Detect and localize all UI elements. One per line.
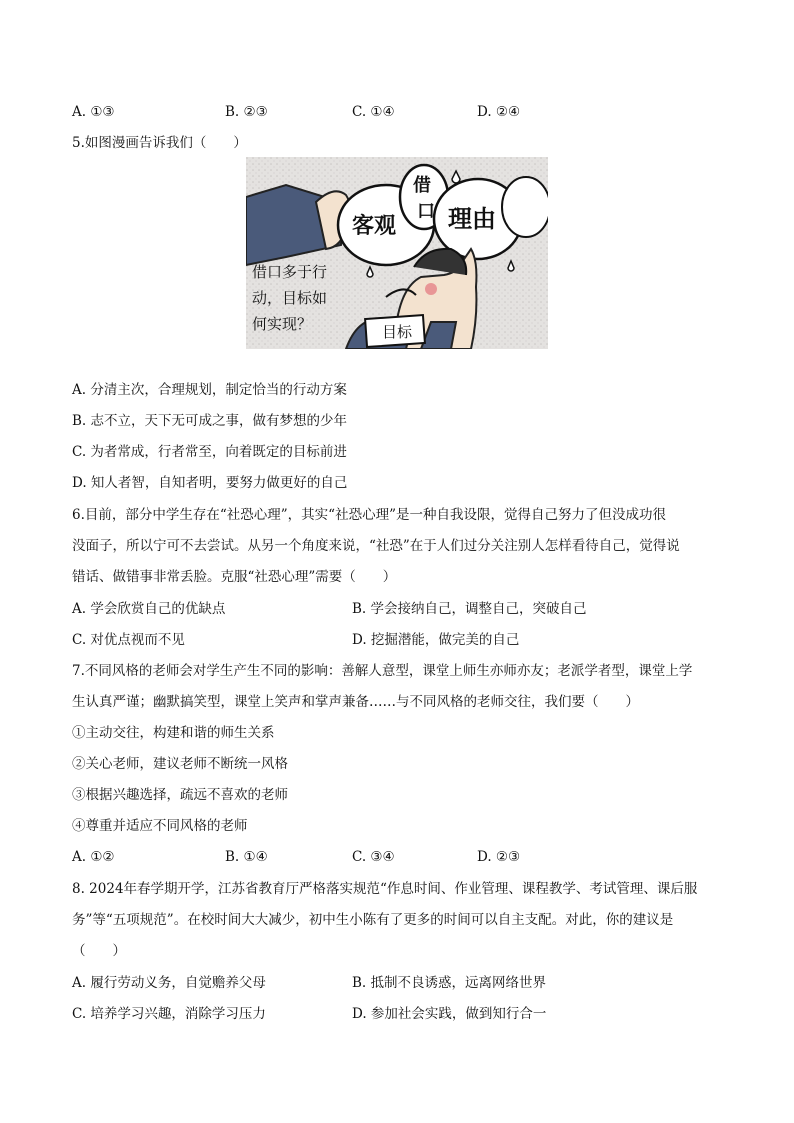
q5-cartoon [246, 157, 548, 349]
q4-option-d: D. ②④ [477, 104, 521, 120]
bubble-right-text: 理由 [448, 205, 496, 233]
q4-option-b: B. ②③ [225, 104, 268, 120]
q7-option-a: A. ①② [72, 849, 115, 865]
q5-option-c: C. 为者常成，行者常至，向着既定的目标前进 [72, 444, 347, 460]
q6-option-d: D. 挖掘潜能，做完美的自己 [352, 632, 520, 648]
q7-item-1: ①主动交往，构建和谐的师生关系 [72, 725, 275, 741]
q7-option-b: B. ①④ [225, 849, 268, 865]
q8-option-b: B. 抵制不良诱惑，远离网络世界 [352, 975, 547, 991]
q6-options-row-1 [72, 594, 722, 625]
q8-option-a: A. 履行劳动义务，自觉赡养父母 [72, 975, 266, 991]
caption-line-2: 动，目标如 [252, 289, 328, 307]
q7-stem-line-2: 生认真严谨；幽默搞笑型，课堂上笑声和掌声兼备……与不同风格的老师交往，我们要（ ） [72, 694, 639, 710]
q7-option-c: C. ③④ [352, 849, 395, 865]
q6-stem-line-3: 错话、做错事非常丢脸。克服“社恐心理”需要（ ） [72, 569, 397, 585]
q8-option-c: C. 培养学习兴趣，消除学习压力 [72, 1006, 266, 1022]
q5-option-b: B. 志不立，天下无可成之事，做有梦想的少年 [72, 413, 348, 429]
q8-option-d: D. 参加社会实践，做到知行合一 [352, 1006, 547, 1022]
q7-option-d: D. ②③ [477, 849, 521, 865]
q6-stem-line-1: 6.目前，部分中学生存在“社恐心理”，其实“社恐心理”是一种自我设限，觉得自己努力了但没成功很 [72, 507, 666, 523]
q8-options-row-2 [72, 999, 722, 1030]
q7-options [72, 842, 722, 873]
q5-option-a: A. 分清主次，合理规划，制定恰当的行动方案 [72, 382, 347, 398]
q6-option-a: A. 学会欣赏自己的优缺点 [72, 601, 226, 617]
q6-option-c: C. 对优点视而不见 [72, 632, 185, 648]
q7-item-3: ③根据兴趣选择，疏远不喜欢的老师 [72, 787, 288, 803]
q7-stem-line-1: 7.不同风格的老师会对学生产生不同的影响：善解人意型，课堂上师生亦师亦友；老派学者型，课堂上学 [72, 663, 693, 679]
q8-stem-line-1: 8. 2024年春学期开学，江苏省教育厅严格落实规范“作息时间、作业管理、课程教学、考试管理、课后服 [72, 881, 698, 897]
bubble-top-text-2: 口 [417, 201, 435, 222]
q4-options [72, 97, 722, 128]
caption-line-1: 借口多于行 [252, 263, 328, 281]
q5-option-d: D. 知人者智，自知者明，要努力做更好的自己 [72, 475, 348, 491]
q4-option-c: C. ①④ [352, 104, 395, 120]
paper-label: 目标 [382, 323, 413, 341]
q7-item-2: ②关心老师，建议老师不断统一风格 [72, 756, 288, 772]
bubble-top-text-1: 借 [413, 175, 431, 196]
q6-option-b: B. 学会接纳自己，调整自己，突破自己 [352, 601, 587, 617]
q7-item-4: ④尊重并适应不同风格的老师 [72, 818, 248, 834]
q4-option-a: A. ①③ [72, 104, 115, 120]
q5-stem: 5.如图漫画告诉我们（ ） [72, 135, 247, 151]
q8-stem-line-3: （ ） [72, 943, 126, 959]
q8-options-row-1 [72, 968, 722, 999]
bubble-left-text: 客观 [352, 214, 397, 239]
bubble-extra [502, 177, 548, 237]
cheek [425, 283, 437, 295]
q6-options-row-2 [72, 625, 722, 656]
caption-line-3: 何实现？ [252, 315, 313, 333]
q6-stem-line-2: 没面子，所以宁可不去尝试。从另一个角度来说，“社恐”在于人们过分关注别人怎样看待自己，觉得说 [72, 538, 680, 554]
q8-stem-line-2: 务”等“五项规范”。在校时间大大减少，初中生小陈有了更多的时间可以自主支配。对此，你的建议是 [72, 912, 674, 928]
